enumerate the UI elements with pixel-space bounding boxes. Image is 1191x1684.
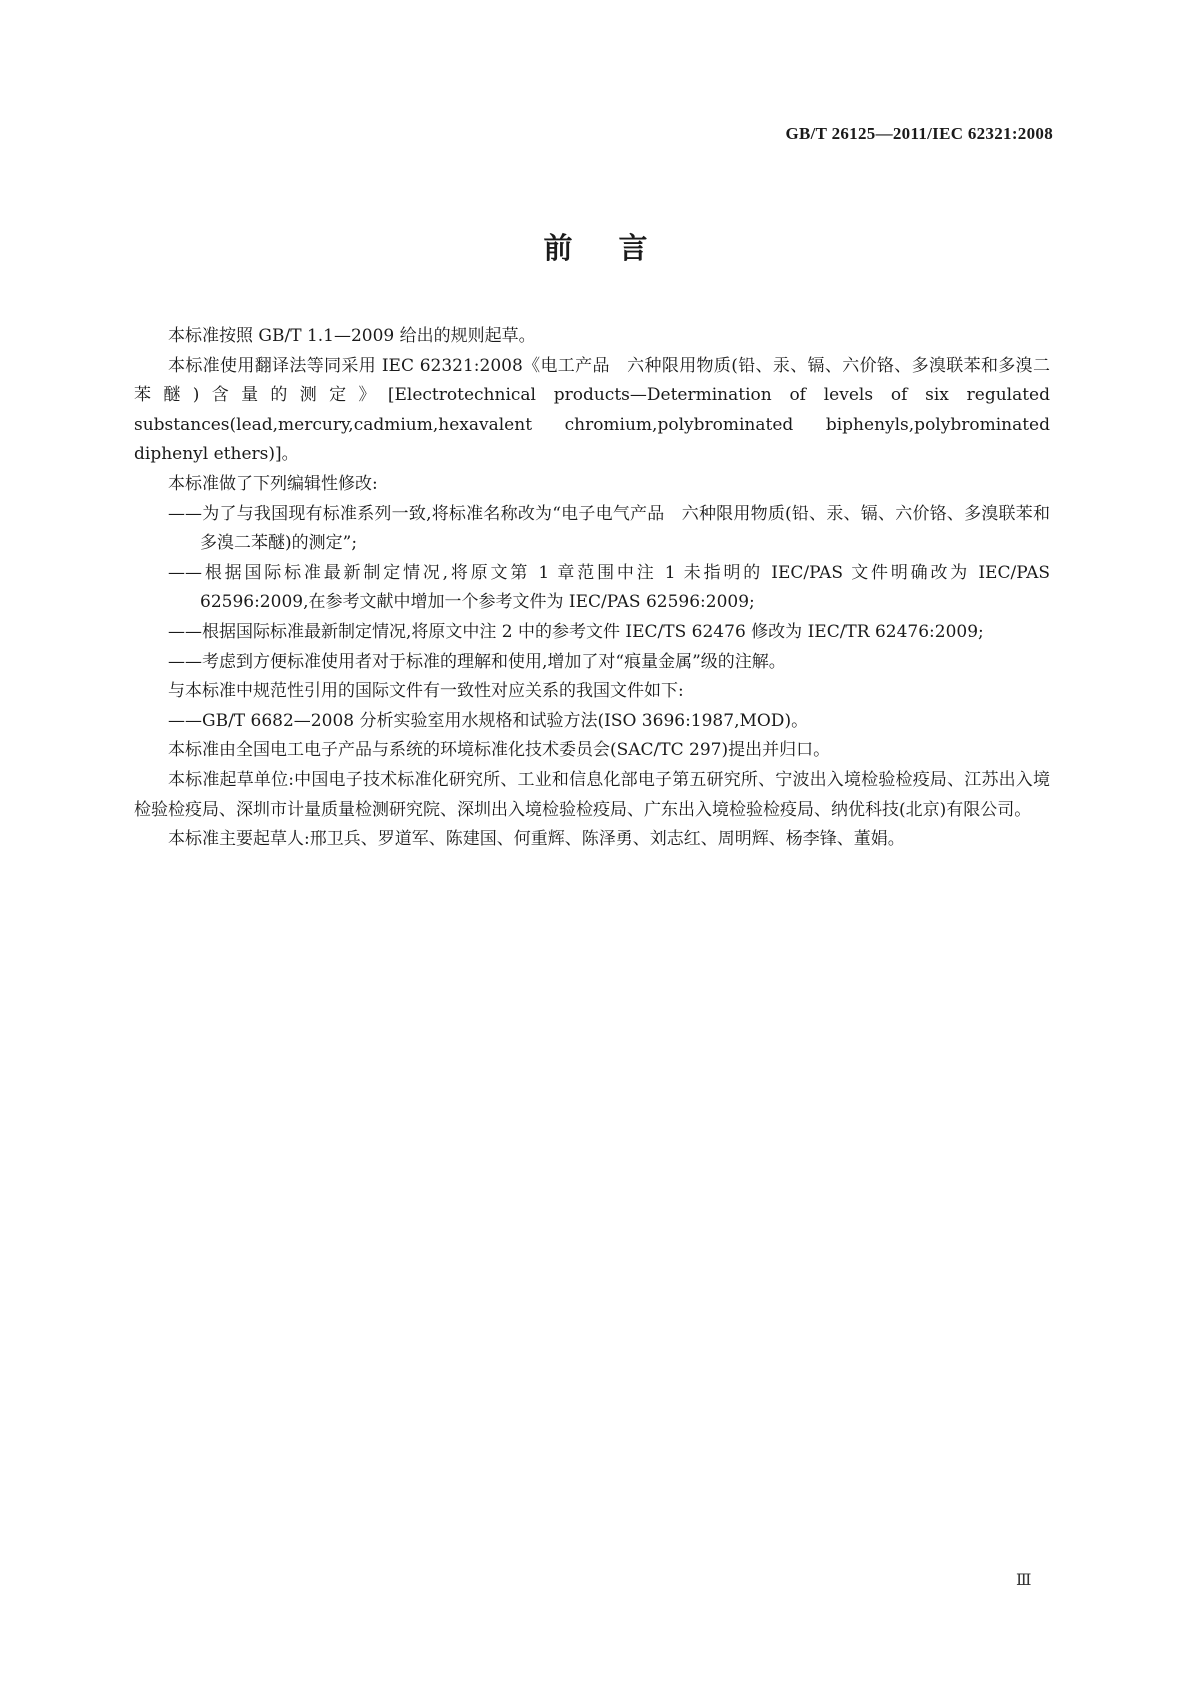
preface-body — [134, 322, 1050, 855]
paragraph-drafters: 本标准主要起草人:邢卫兵、罗道军、陈建国、何重辉、陈泽勇、刘志红、周明辉、杨李锋、董娟。 — [168, 829, 905, 850]
paragraph-editorial-changes: 本标准做了下列编辑性修改: — [168, 473, 378, 494]
list-item-name-change: ——为了与我国现有标准系列一致,将标准名称改为“电子电气产品 六种限用物质(铅、汞、镉、六价铬、多溴联苯和多溴二苯醚)的测定”; — [168, 503, 1050, 554]
paragraph-drafting-rules: 本标准按照 GB/T 1.1—2009 给出的规则起草。 — [168, 326, 536, 346]
list-item-tr-reference: ——根据国际标准最新制定情况,将原文中注 2 中的参考文件 IEC/TS 62476 修改为 IEC/TR 62476:2009; — [168, 621, 984, 642]
list-item-gbt6682: ——GB/T 6682—2008 分析实验室用水规格和试验方法(ISO 3696:1987,MOD)。 — [168, 710, 809, 731]
list-item-trace-metal-note: ——考虑到方便标准使用者对于标准的理解和使用,增加了对“痕量金属”级的注解。 — [168, 651, 786, 672]
paragraph-drafting-units: 本标准起草单位:中国电子技术标准化研究所、工业和信息化部电子第五研究所、宁波出入境检验检疫局、江苏出入境检验检疫局、深圳市计量质量检测研究院、深圳出入境检验检疫局、广东出入境检验检疫局、纳优科技(北京)有限公司。 — [134, 769, 1050, 820]
paragraph-adoption: 本标准使用翻译法等同采用 IEC 62321:2008《电工产品 六种限用物质(铅、汞、镉、六价铬、多溴联苯和多溴二苯醚)含量的测定》[Electrotechnical products—Determination of levels of six regulated substances(lead,mercury,cadmium,hexavalent chromium,polybrominated biphenyls,polybrominated diphenyl ethers)]。 — [134, 355, 1050, 465]
paragraph-normative-references: 与本标准中规范性引用的国际文件有一致性对应关系的我国文件如下: — [168, 681, 684, 702]
standard-number: GB/T 26125—2011/IEC 62321:2008 — [785, 124, 1053, 143]
list-item-pas-reference: ——根据国际标准最新制定情况,将原文第 1 章范围中注 1 未指明的 IEC/PAS 文件明确改为 IEC/PAS 62596:2009,在参考文献中增加一个参考文件为 IEC/PAS 62596:2009; — [168, 562, 1050, 613]
page-title: 前言 — [543, 231, 694, 265]
paragraph-proposed-by: 本标准由全国电工电子产品与系统的环境标准化技术委员会(SAC/TC 297)提出并归口。 — [168, 740, 831, 761]
page-number: Ⅲ — [1016, 1572, 1032, 1589]
